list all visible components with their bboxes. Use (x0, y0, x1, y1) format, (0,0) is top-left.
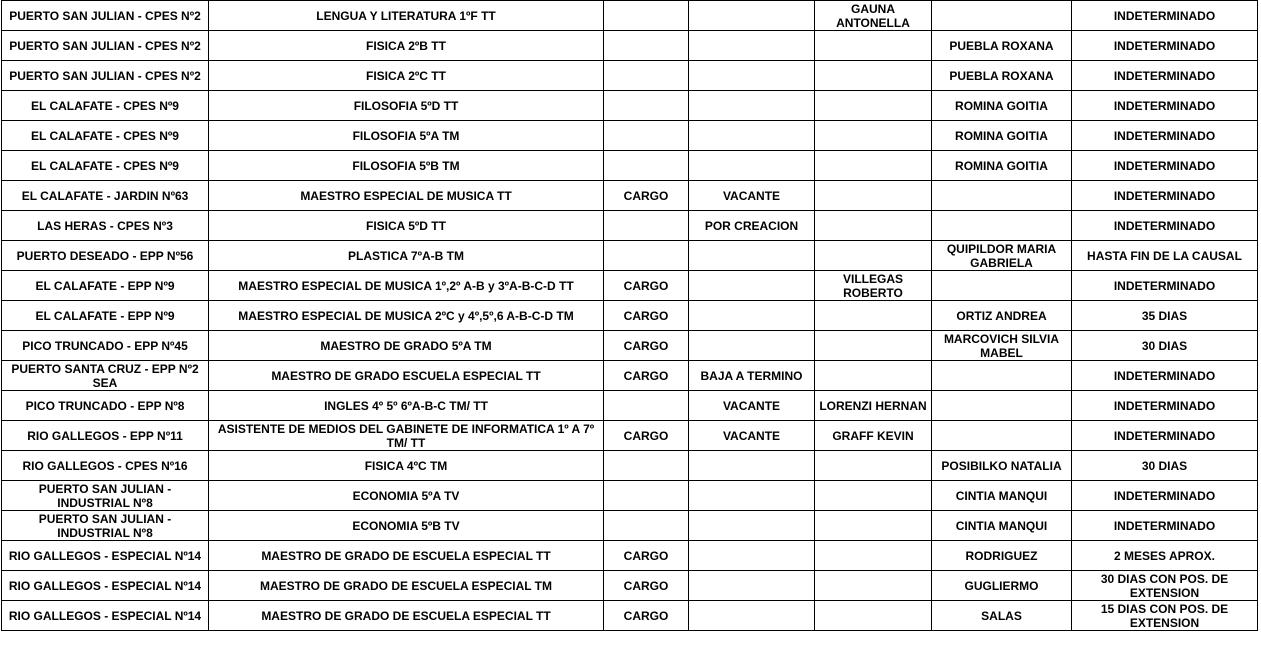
subject-cell: FISICA 5ºD TT (209, 211, 604, 241)
reason-cell (689, 31, 815, 61)
duration-cell: INDETERMINADO (1072, 211, 1258, 241)
substitute-cell (932, 181, 1072, 211)
reason-cell: BAJA A TERMINO (689, 361, 815, 391)
holder-cell: GRAFF KEVIN (815, 421, 932, 451)
type-cell: CARGO (604, 601, 689, 631)
type-cell: CARGO (604, 181, 689, 211)
reason-cell (689, 151, 815, 181)
duration-cell: 2 MESES APROX. (1072, 541, 1258, 571)
holder-cell (815, 61, 932, 91)
school-cell: RIO GALLEGOS - EPP Nº11 (2, 421, 209, 451)
reason-cell: POR CREACION (689, 211, 815, 241)
holder-cell (815, 121, 932, 151)
duration-cell: INDETERMINADO (1072, 511, 1258, 541)
holder-cell (815, 301, 932, 331)
table-row (2, 271, 1258, 301)
school-cell: EL CALAFATE - CPES Nº9 (2, 121, 209, 151)
subject-cell: MAESTRO ESPECIAL DE MUSICA 1º,2º A-B y 3ºA-B-C-D TT (209, 271, 604, 301)
school-cell: PUERTO SAN JULIAN - CPES Nº2 (2, 31, 209, 61)
school-cell: EL CALAFATE - EPP Nº9 (2, 271, 209, 301)
type-cell (604, 451, 689, 481)
subject-cell: FILOSOFIA 5ºB TM (209, 151, 604, 181)
holder-cell: VILLEGAS ROBERTO (815, 271, 932, 301)
school-cell: PUERTO SAN JULIAN - CPES Nº2 (2, 1, 209, 31)
school-cell: EL CALAFATE - CPES Nº9 (2, 91, 209, 121)
reason-cell (689, 1, 815, 31)
substitute-cell: ROMINA GOITIA (932, 121, 1072, 151)
reason-cell (689, 481, 815, 511)
duration-cell: 35 DIAS (1072, 301, 1258, 331)
type-cell (604, 211, 689, 241)
duration-cell: INDETERMINADO (1072, 361, 1258, 391)
holder-cell (815, 571, 932, 601)
reason-cell (689, 121, 815, 151)
type-cell: CARGO (604, 301, 689, 331)
reason-cell (689, 331, 815, 361)
school-cell: LAS HERAS - CPES Nº3 (2, 211, 209, 241)
substitute-cell (932, 271, 1072, 301)
duration-cell: 30 DIAS (1072, 331, 1258, 361)
table-row (2, 241, 1258, 271)
school-cell: RIO GALLEGOS - CPES Nº16 (2, 451, 209, 481)
type-cell: CARGO (604, 571, 689, 601)
subject-cell: FISICA 2ºB TT (209, 31, 604, 61)
substitute-cell: QUIPILDOR MARIA GABRIELA (932, 241, 1072, 271)
holder-cell (815, 361, 932, 391)
reason-cell (689, 601, 815, 631)
type-cell (604, 391, 689, 421)
table-row (2, 451, 1258, 481)
substitute-cell (932, 211, 1072, 241)
vacancy-table-body (2, 1, 1258, 631)
school-cell: PUERTO DESEADO - EPP Nº56 (2, 241, 209, 271)
reason-cell (689, 301, 815, 331)
subject-cell: MAESTRO ESPECIAL DE MUSICA TT (209, 181, 604, 211)
subject-cell: MAESTRO DE GRADO DE ESCUELA ESPECIAL TT (209, 601, 604, 631)
type-cell (604, 121, 689, 151)
type-cell: CARGO (604, 331, 689, 361)
duration-cell: HASTA FIN DE LA CAUSAL (1072, 241, 1258, 271)
duration-cell: INDETERMINADO (1072, 121, 1258, 151)
table-row (2, 31, 1258, 61)
school-cell: PUERTO SANTA CRUZ - EPP Nº2 SEA (2, 361, 209, 391)
holder-cell (815, 481, 932, 511)
type-cell (604, 511, 689, 541)
substitute-cell: MARCOVICH SILVIA MABEL (932, 331, 1072, 361)
subject-cell: MAESTRO DE GRADO DE ESCUELA ESPECIAL TM (209, 571, 604, 601)
duration-cell: INDETERMINADO (1072, 391, 1258, 421)
holder-cell (815, 31, 932, 61)
duration-cell: 30 DIAS (1072, 451, 1258, 481)
table-row (2, 511, 1258, 541)
holder-cell (815, 451, 932, 481)
holder-cell (815, 511, 932, 541)
duration-cell: INDETERMINADO (1072, 481, 1258, 511)
holder-cell (815, 91, 932, 121)
subject-cell: ECONOMIA 5ºB TV (209, 511, 604, 541)
school-cell: EL CALAFATE - JARDIN Nº63 (2, 181, 209, 211)
duration-cell: INDETERMINADO (1072, 31, 1258, 61)
type-cell: CARGO (604, 421, 689, 451)
substitute-cell: PUEBLA ROXANA (932, 61, 1072, 91)
school-cell: PUERTO SAN JULIAN - CPES Nº2 (2, 61, 209, 91)
school-cell: PICO TRUNCADO - EPP Nº8 (2, 391, 209, 421)
duration-cell: INDETERMINADO (1072, 421, 1258, 451)
holder-cell (815, 181, 932, 211)
school-cell: PICO TRUNCADO - EPP Nº45 (2, 331, 209, 361)
duration-cell: INDETERMINADO (1072, 61, 1258, 91)
substitute-cell: RODRIGUEZ (932, 541, 1072, 571)
holder-cell (815, 151, 932, 181)
subject-cell: MAESTRO ESPECIAL DE MUSICA 2ºC y 4º,5º,6 A-B-C-D TM (209, 301, 604, 331)
table-row (2, 181, 1258, 211)
substitute-cell (932, 361, 1072, 391)
table-row (2, 301, 1258, 331)
table-row (2, 391, 1258, 421)
holder-cell (815, 541, 932, 571)
holder-cell: LORENZI HERNAN (815, 391, 932, 421)
subject-cell: INGLES 4º 5º 6ºA-B-C TM/ TT (209, 391, 604, 421)
table-row (2, 571, 1258, 601)
substitute-cell (932, 391, 1072, 421)
holder-cell (815, 331, 932, 361)
table-row (2, 541, 1258, 571)
table-row (2, 481, 1258, 511)
duration-cell: INDETERMINADO (1072, 271, 1258, 301)
holder-cell (815, 241, 932, 271)
holder-cell: GAUNA ANTONELLA (815, 1, 932, 31)
reason-cell: VACANTE (689, 421, 815, 451)
type-cell (604, 1, 689, 31)
duration-cell: 30 DIAS CON POS. DE EXTENSION (1072, 571, 1258, 601)
type-cell (604, 481, 689, 511)
reason-cell (689, 91, 815, 121)
type-cell (604, 151, 689, 181)
reason-cell: VACANTE (689, 181, 815, 211)
duration-cell: INDETERMINADO (1072, 1, 1258, 31)
school-cell: EL CALAFATE - CPES Nº9 (2, 151, 209, 181)
table-row (2, 331, 1258, 361)
subject-cell: ASISTENTE DE MEDIOS DEL GABINETE DE INFORMATICA 1º A 7º TM/ TT (209, 421, 604, 451)
duration-cell: 15 DIAS CON POS. DE EXTENSION (1072, 601, 1258, 631)
type-cell: CARGO (604, 541, 689, 571)
school-cell: RIO GALLEGOS - ESPECIAL Nº14 (2, 541, 209, 571)
school-cell: RIO GALLEGOS - ESPECIAL Nº14 (2, 571, 209, 601)
table-row (2, 361, 1258, 391)
subject-cell: MAESTRO DE GRADO ESCUELA ESPECIAL TT (209, 361, 604, 391)
substitute-cell: ROMINA GOITIA (932, 91, 1072, 121)
type-cell: CARGO (604, 271, 689, 301)
substitute-cell: POSIBILKO NATALIA (932, 451, 1072, 481)
table-row (2, 91, 1258, 121)
school-cell: PUERTO SAN JULIAN - INDUSTRIAL Nº8 (2, 481, 209, 511)
holder-cell (815, 601, 932, 631)
subject-cell: FILOSOFIA 5ºA TM (209, 121, 604, 151)
table-row (2, 61, 1258, 91)
school-cell: PUERTO SAN JULIAN - INDUSTRIAL Nº8 (2, 511, 209, 541)
table-row (2, 211, 1258, 241)
duration-cell: INDETERMINADO (1072, 181, 1258, 211)
table-row (2, 601, 1258, 631)
table-row (2, 151, 1258, 181)
reason-cell (689, 571, 815, 601)
reason-cell (689, 241, 815, 271)
school-cell: RIO GALLEGOS - ESPECIAL Nº14 (2, 601, 209, 631)
subject-cell: MAESTRO DE GRADO DE ESCUELA ESPECIAL TT (209, 541, 604, 571)
substitute-cell: CINTIA MANQUI (932, 481, 1072, 511)
type-cell (604, 61, 689, 91)
substitute-cell (932, 1, 1072, 31)
subject-cell: ECONOMIA 5ºA TV (209, 481, 604, 511)
subject-cell: FILOSOFIA 5ºD TT (209, 91, 604, 121)
subject-cell: FISICA 2ºC TT (209, 61, 604, 91)
reason-cell (689, 511, 815, 541)
reason-cell: VACANTE (689, 391, 815, 421)
reason-cell (689, 541, 815, 571)
type-cell (604, 31, 689, 61)
subject-cell: MAESTRO DE GRADO 5ºA TM (209, 331, 604, 361)
reason-cell (689, 451, 815, 481)
reason-cell (689, 61, 815, 91)
duration-cell: INDETERMINADO (1072, 91, 1258, 121)
substitute-cell: ROMINA GOITIA (932, 151, 1072, 181)
holder-cell (815, 211, 932, 241)
substitute-cell: SALAS (932, 601, 1072, 631)
substitute-cell (932, 421, 1072, 451)
substitute-cell: GUGLIERMO (932, 571, 1072, 601)
vacancy-table (1, 0, 1258, 631)
substitute-cell: CINTIA MANQUI (932, 511, 1072, 541)
type-cell: CARGO (604, 361, 689, 391)
type-cell (604, 241, 689, 271)
subject-cell: FISICA 4ºC TM (209, 451, 604, 481)
duration-cell: INDETERMINADO (1072, 151, 1258, 181)
table-row (2, 421, 1258, 451)
table-row (2, 121, 1258, 151)
subject-cell: LENGUA Y LITERATURA 1ºF TT (209, 1, 604, 31)
reason-cell (689, 271, 815, 301)
substitute-cell: PUEBLA ROXANA (932, 31, 1072, 61)
type-cell (604, 91, 689, 121)
school-cell: EL CALAFATE - EPP Nº9 (2, 301, 209, 331)
subject-cell: PLASTICA 7ºA-B TM (209, 241, 604, 271)
substitute-cell: ORTIZ ANDREA (932, 301, 1072, 331)
table-row (2, 1, 1258, 31)
